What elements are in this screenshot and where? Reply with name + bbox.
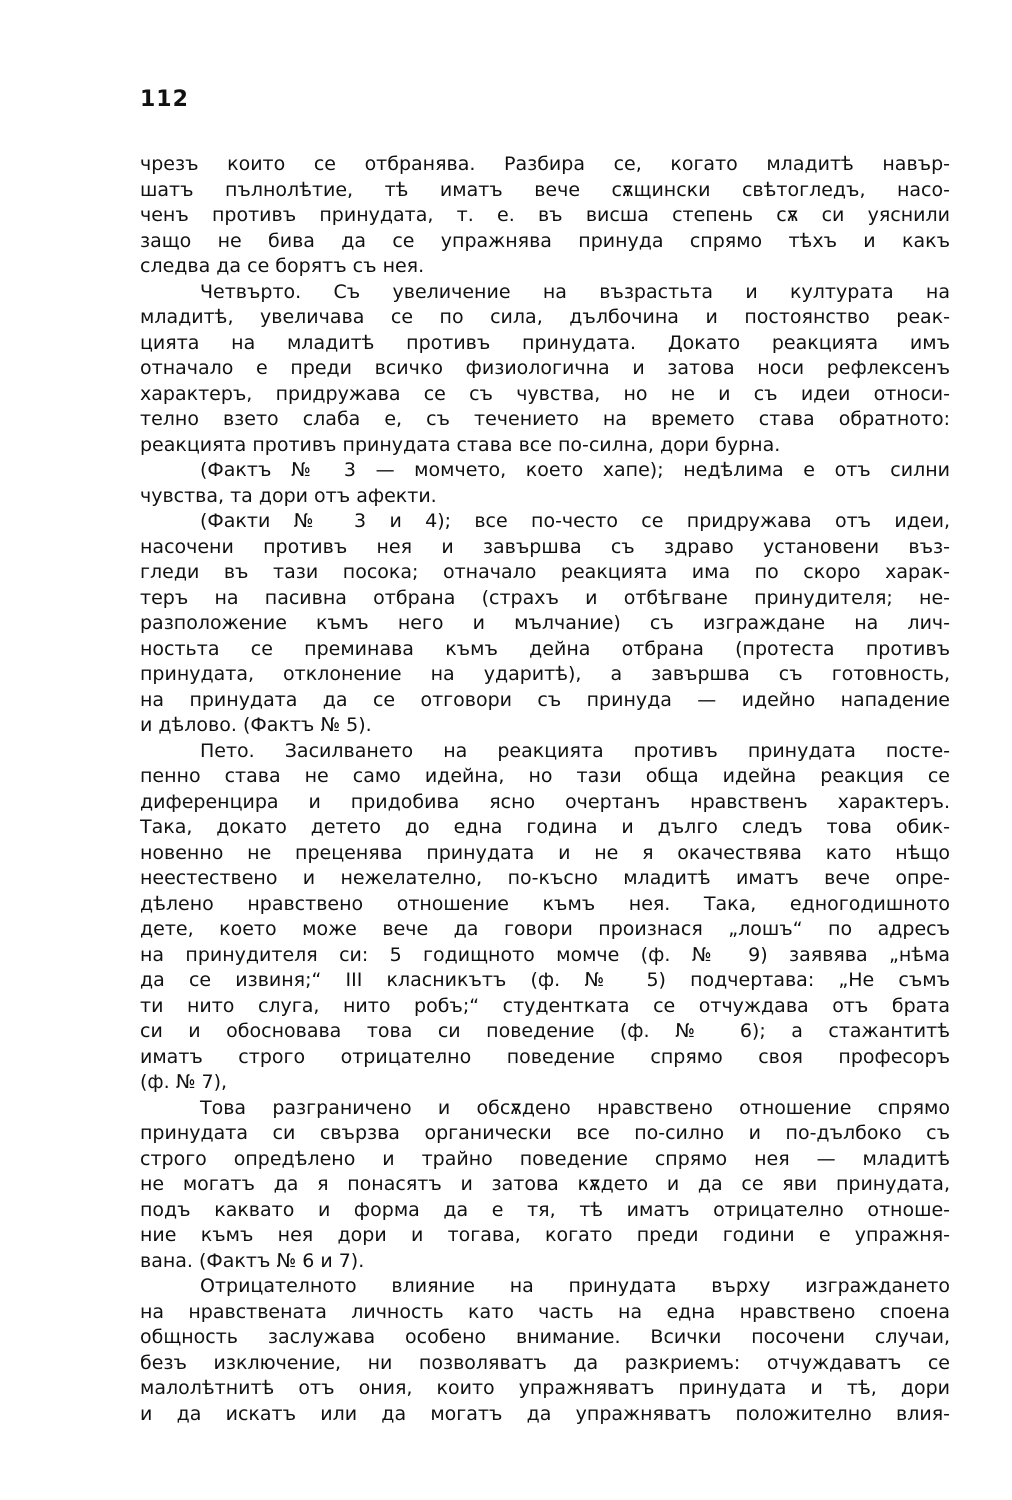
text-line: и дѣлово. (Фактъ № 5).: [140, 714, 372, 736]
body-text: [140, 152, 950, 1427]
text-line: да се извиня;“ III класникътъ (ф. № 5) подчертава: „Не съмъ: [140, 969, 950, 991]
text-line: дѣлено нравствено отношение къмъ нея. Така, едногодишното: [140, 892, 950, 915]
text-line: общность заслужава особено внимание. Всички посочени случаи,: [140, 1326, 950, 1348]
text-line: новенно не преценява принудата и не я окачествява като нѣщо: [140, 841, 950, 864]
text-line: ти нито слуга, нито робъ;“ студентката се отчуждава отъ брата: [140, 994, 950, 1017]
text-line: Това разграничено и обсѫдено нравствено отношение спрямо: [200, 1096, 950, 1119]
text-line: на принудителя си: 5 годищното момче (ф. № 9) заявява „нѣма: [140, 943, 950, 966]
text-line: пенно става не само идейна, но тази обща идейна реакция се: [140, 765, 950, 787]
text-line: чрезъ които се отбранява. Разбира се, когато младитѣ навър-: [140, 153, 950, 175]
text-line: характеръ, придружава се съ чувства, но не и съ идеи относи-: [140, 382, 950, 405]
text-line: принудата си свързва органически все по-силно и по-дълбоко съ: [140, 1122, 950, 1144]
text-line: не могатъ да я понасятъ и затова кѫдето и да се яви принудата,: [140, 1173, 950, 1195]
text-line: гледи въ тази посока; отначало реакцията има по скоро харак-: [140, 561, 950, 583]
text-line: младитѣ, увеличава се по сила, дълбочина и постоянство реак-: [140, 306, 950, 328]
text-line: подъ каквато и форма да е тя, тѣ иматъ отрицателно отноше-: [140, 1198, 950, 1221]
text-line: и да искатъ или да могатъ да упражняватъ положително влия-: [140, 1402, 950, 1425]
text-line: принудата, отклонение на ударитѣ), а завършва съ готовность,: [140, 663, 950, 685]
text-line: иматъ строго отрицателно поведение спрямо своя професоръ: [140, 1045, 950, 1068]
text-line: цията на младитѣ противъ принудата. Докато реакцията имъ: [140, 331, 950, 354]
text-line: (Фактъ № 3 — момчето, което хапе); недѣлима е отъ силни: [200, 459, 950, 481]
text-line: безъ изключение, ни позволяватъ да разкриемъ: отчуждаватъ се: [140, 1351, 950, 1374]
text-line: теръ на пасивна отбрана (страхъ и отбѣгване принудителя; не-: [140, 586, 950, 609]
text-line: защо не бива да се упражнява принуда спрямо тѣхъ и какъ: [140, 229, 950, 252]
page-number: 112: [140, 87, 189, 112]
text-line: следва да се борятъ съ нея.: [140, 255, 425, 277]
text-line: телно взето слаба е, съ течението на времето става обратното:: [140, 408, 950, 430]
text-line: Отрицателното влияние на принудата върху изграждането: [200, 1275, 950, 1297]
text-line: Така, докато детето до една година и дълго следъ това обик-: [140, 816, 950, 838]
text-line: отначало е преди всичко физиологична и затова носи рефлексенъ: [140, 357, 950, 379]
text-line: Пето. Засилването на реакцията противъ принудата посте-: [200, 739, 950, 762]
text-line: (ф. № 7),: [140, 1071, 228, 1093]
text-line: разположение къмъ него и мълчание) съ изграждане на лич-: [140, 612, 950, 634]
text-line: неестествено и нежелателно, по-късно младитѣ иматъ вече опре-: [140, 867, 950, 889]
text-line: (Факти № 3 и 4); все по-често се придружава отъ идеи,: [200, 510, 950, 532]
text-line: си и обосновава това си поведение (ф. № 6); а стажантитѣ: [140, 1020, 950, 1042]
text-line: насочени противъ нея и завършва съ здраво установени въз-: [140, 535, 950, 558]
text-line: ностьта се преминава къмъ дейна отбрана (протеста противъ: [140, 637, 950, 660]
text-line: малолѣтнитѣ отъ ония, които упражняватъ принудата и тѣ, дори: [140, 1377, 950, 1399]
text-line: чувства, та дори отъ афекти.: [140, 484, 437, 507]
text-line: на нравствената личность като часть на една нравствено споена: [140, 1300, 950, 1323]
text-line: ченъ противъ принудата, т. е. въ висша степень сѫ си уяснили: [140, 204, 950, 226]
text-line: дете, което може вече да говори произнася „лошъ“ по адресъ: [140, 918, 950, 940]
text-line: строго опредѣлено и трайно поведение спрямо нея — младитѣ: [140, 1147, 950, 1170]
text-line: реакцията противъ принудата става все по-силна, дори бурна.: [140, 433, 781, 456]
text-line: ние къмъ нея дори и тогава, когато преди години е упражня-: [140, 1224, 950, 1246]
text-line: шатъ пълнолѣтие, тѣ иматъ вече сѫщински свѣтогледъ, насо-: [140, 178, 950, 201]
text-line: Четвърто. Съ увеличение на възрастьта и културата на: [200, 280, 950, 303]
text-line: диференцира и придобива ясно очертанъ нравственъ характеръ.: [140, 790, 950, 813]
text-line: вана. (Фактъ № 6 и 7).: [140, 1249, 365, 1272]
text-line: на принудата да се отговори съ принуда — идейно нападение: [140, 688, 950, 711]
